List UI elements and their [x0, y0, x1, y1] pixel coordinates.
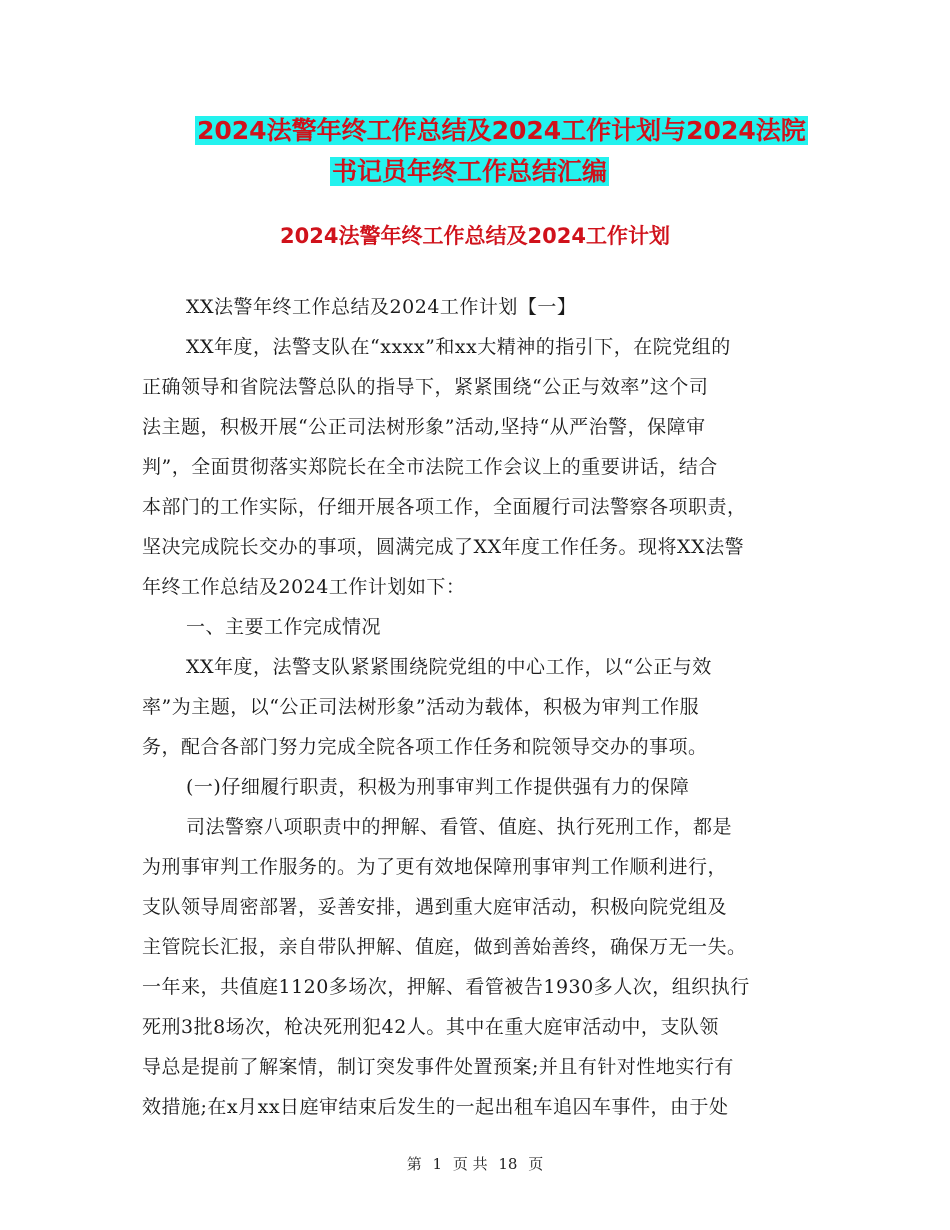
paragraph-line: 正确领导和省院法警总队的指导下，紧紧围绕“公正与效率”这个司: [142, 376, 709, 398]
paragraph-line: 判”，全面贯彻落实郑院长在全市法院工作会议上的重要讲话，结合: [142, 456, 718, 478]
document-title-line-2: 书记员年终工作总结汇编: [332, 157, 608, 186]
paragraph-line: 为刑事审判工作服务的。为了更有效地保障刑事审判工作顺利进行，: [142, 856, 728, 878]
section-title: 2024法警年终工作总结及2024工作计划: [280, 224, 670, 248]
paragraph-line: 务，配合各部门努力完成全院各项工作任务和院领导交办的事项。: [142, 736, 708, 758]
paragraph-line: 支队领导周密部署，妥善安排，遇到重大庭审活动，积极向院党组及: [142, 896, 728, 918]
page-footer: [0, 1154, 950, 1174]
heading-line: 一、主要工作完成情况: [186, 616, 382, 638]
paragraph-line: 坚决完成院长交办的事项，圆满完成了XX年度工作任务。现将XX法警: [142, 536, 745, 558]
paragraph-line: 主管院长汇报，亲自带队押解、值庭，做到善始善终，确保万无一失。: [142, 936, 747, 958]
paragraph-line: XX年度，法警支队在“xxxx”和xx大精神的指引下，在院党组的: [186, 336, 731, 358]
paragraph-line: 率”为主题，以“公正司法树形象”活动为载体，积极为审判工作服: [142, 696, 700, 718]
paragraph-line: 年终工作总结及2024工作计划如下：: [142, 576, 466, 598]
current-page-number: 1: [432, 1155, 443, 1173]
footer-prefix: 第: [406, 1155, 422, 1173]
subtitle-line: XX法警年终工作总结及2024工作计划【一】: [186, 296, 577, 318]
paragraph-line: 效措施;在x月xx日庭审结束后发生的一起出租车追囚车事件，由于处: [142, 1096, 729, 1118]
footer-suffix: 页: [528, 1155, 544, 1173]
paragraph-line: 本部门的工作实际，仔细开展各项工作，全面履行司法警察各项职责，: [142, 496, 747, 518]
paragraph-line: XX年度，法警支队紧紧围绕院党组的中心工作，以“公正与效: [186, 656, 712, 678]
paragraph-line: 一年来，共值庭1120多场次，押解、看管被告1930多人次，组织执行: [142, 976, 750, 998]
paragraph-line: 死刑3批8场次，枪决死刑犯42人。其中在重大庭审活动中，支队领: [142, 1016, 719, 1038]
footer-middle: 页 共: [452, 1155, 488, 1173]
paragraph-line: 导总是提前了解案情，制订突发事件处置预案;并且有针对性地实行有: [142, 1056, 734, 1078]
paragraph-line: 司法警察八项职责中的押解、看管、值庭、执行死刑工作，都是: [186, 816, 733, 838]
total-pages: 18: [498, 1155, 518, 1173]
document-title-line-1: 2024法警年终工作总结及2024工作计划与2024法院: [197, 116, 806, 145]
paragraph-line: 法主题，积极开展“公正司法树形象”活动,坚持“从严治警，保障审: [142, 416, 706, 438]
heading-line: (一)仔细履行职责，积极为刑事审判工作提供强有力的保障: [186, 776, 690, 798]
